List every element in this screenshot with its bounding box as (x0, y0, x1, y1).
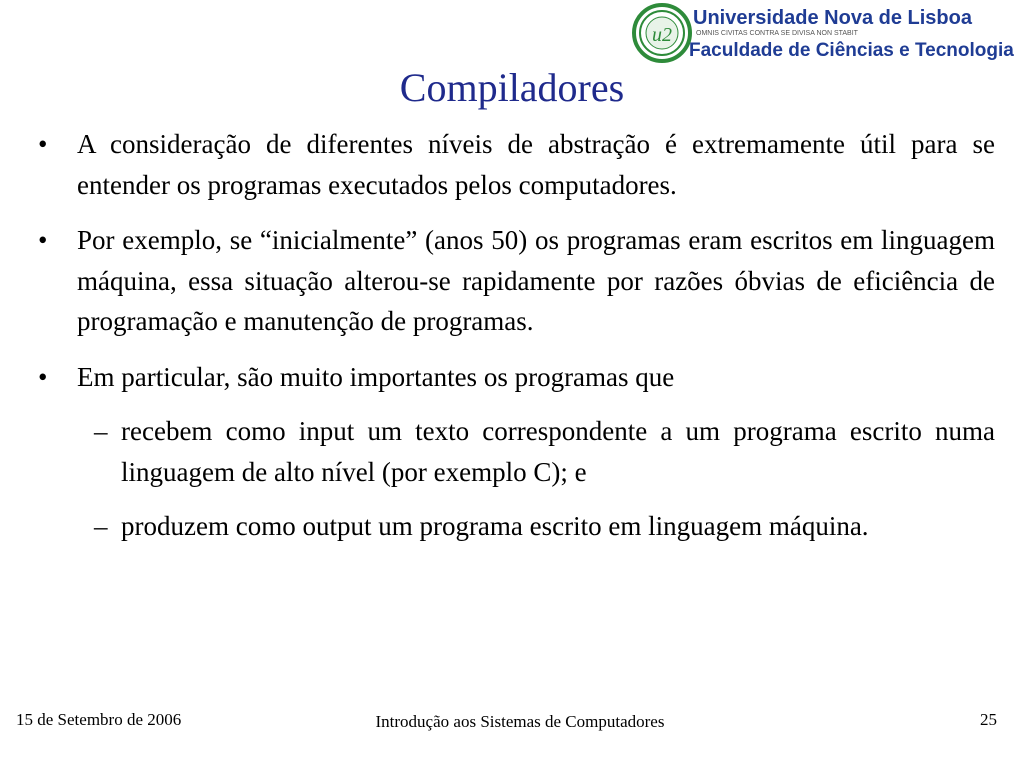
sub-bullet-item (88, 506, 995, 547)
logo-line1: Universidade Nova de Lisboa (693, 7, 972, 29)
bullet-text: A consideração de diferentes níveis de abstração é extremamente útil para se entender os programas executados pelos computadores. (77, 129, 995, 200)
sub-bullet-text: recebem como input um texto correspondente a um programa escrito numa linguagem de alto nível (por exemplo C); e (121, 416, 995, 487)
sub-bullet-mark: – (94, 416, 108, 446)
slide-title: Compiladores (399, 65, 625, 110)
bullet-text: Em particular, são muito importantes os programas que (77, 361, 675, 392)
bullet-mark: • (38, 361, 48, 392)
page-number: 25 (980, 710, 997, 729)
bullet-mark: • (38, 225, 48, 255)
logo-motto: OMNIS CIVITAS CONTRA SE DIVISA NON STABIT (696, 30, 858, 37)
sub-bullet-mark: – (94, 511, 108, 541)
svg-text:u2: u2 (652, 24, 672, 46)
bullet-text: Por exemplo, se “inicialmente” (anos 50) os programas eram escritos em linguagem máquina, essa situação alterou-se rapidamente por razões óbvias de eficiência de programação e manutenção de programas. (77, 225, 995, 336)
sub-bullet-text: produzem como output um programa escrito em linguagem máquina. (121, 511, 869, 541)
university-logo (631, 2, 1017, 64)
slide-body (30, 124, 995, 561)
logo-line2: Faculdade de Ciências e Tecnologia (689, 40, 1014, 61)
bullet-item (30, 220, 995, 342)
footer-date: 15 de Setembro de 2006 (16, 710, 182, 729)
sub-bullet-item (88, 411, 995, 492)
bullet-mark: • (38, 129, 48, 159)
bullet-item (30, 357, 995, 398)
bullet-item (30, 124, 995, 205)
footer-course: Introdução aos Sistemas de Computadores (375, 712, 665, 731)
